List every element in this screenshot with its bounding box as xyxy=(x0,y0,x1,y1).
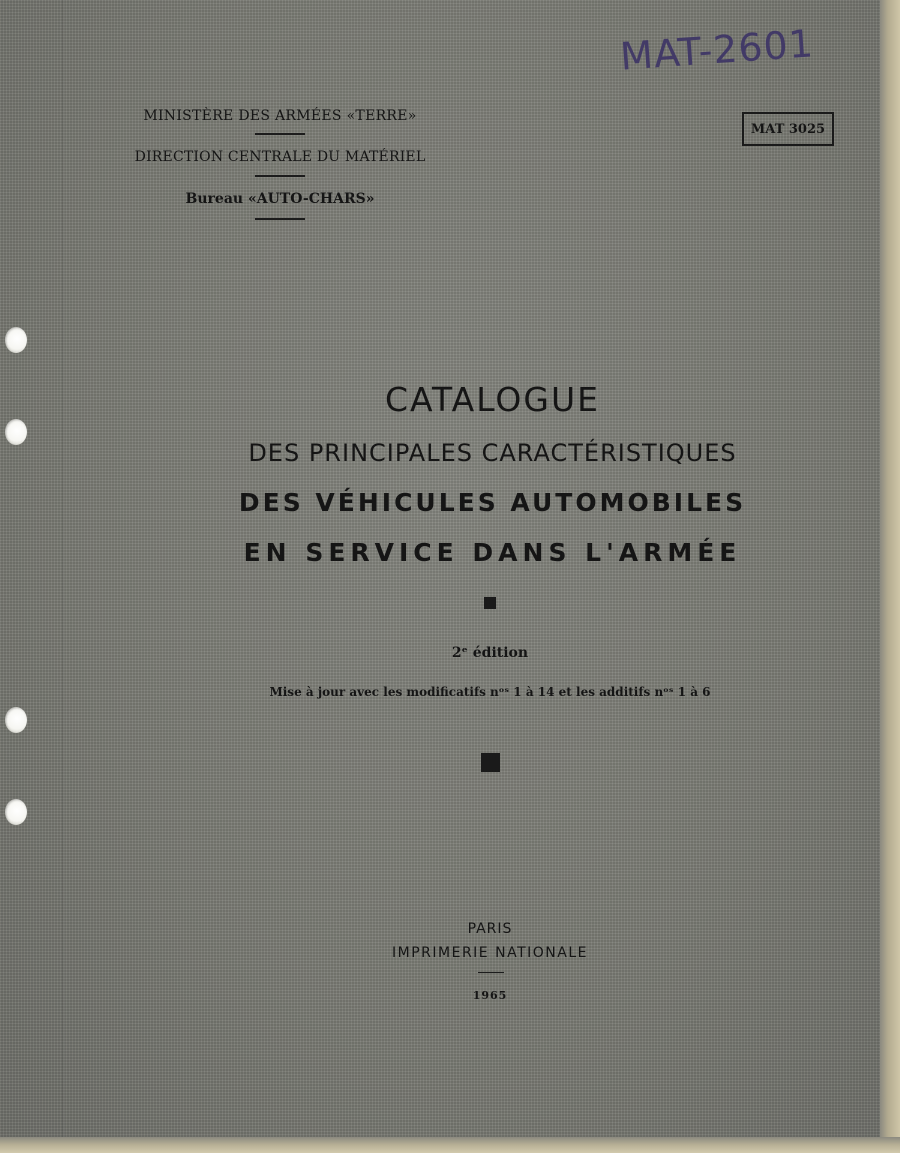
title-subtitle-2: DES VÉHICULES AUTOMOBILES xyxy=(238,488,747,517)
ornament-square-small xyxy=(484,597,496,609)
reference-box xyxy=(742,112,834,146)
divider-rule-2 xyxy=(255,175,305,177)
reference-code: MAT 3025 xyxy=(750,121,826,137)
ornament-square-large xyxy=(481,753,500,772)
page-edge-right xyxy=(880,0,900,1153)
direction-line: DIRECTION CENTRALE DU MATÉRIEL xyxy=(134,149,426,165)
divider-rule-3 xyxy=(255,218,305,220)
edition-label: 2ᵉ édition xyxy=(451,645,529,661)
spine-crease xyxy=(62,0,65,1153)
update-note: Mise à jour avec les modificatifs nᵒˢ 1 à 14 et les additifs nᵒˢ 1 à 6 xyxy=(269,685,711,699)
page-edge-bottom xyxy=(0,1137,900,1153)
title-catalogue: CATALOGUE xyxy=(385,380,600,419)
title-subtitle-1: DES PRINCIPALES CARACTÉRISTIQUES xyxy=(248,439,737,467)
divider-rule-4 xyxy=(478,972,504,973)
bureau-line: Bureau «AUTO-CHARS» xyxy=(185,191,375,207)
divider-rule-1 xyxy=(255,133,305,135)
punch-hole-1 xyxy=(5,327,27,353)
punch-hole-4 xyxy=(5,799,27,825)
publication-year: 1965 xyxy=(472,989,508,1002)
publisher-city: PARIS xyxy=(467,921,513,937)
publisher-name: IMPRIMERIE NATIONALE xyxy=(392,945,588,961)
punch-hole-3 xyxy=(5,707,27,733)
inventory-stamp: MAT-2601 xyxy=(618,21,816,79)
ministry-line: MINISTÈRE DES ARMÉES «TERRE» xyxy=(143,108,417,124)
title-subtitle-3: EN SERVICE DANS L'ARMÉE xyxy=(243,538,742,567)
